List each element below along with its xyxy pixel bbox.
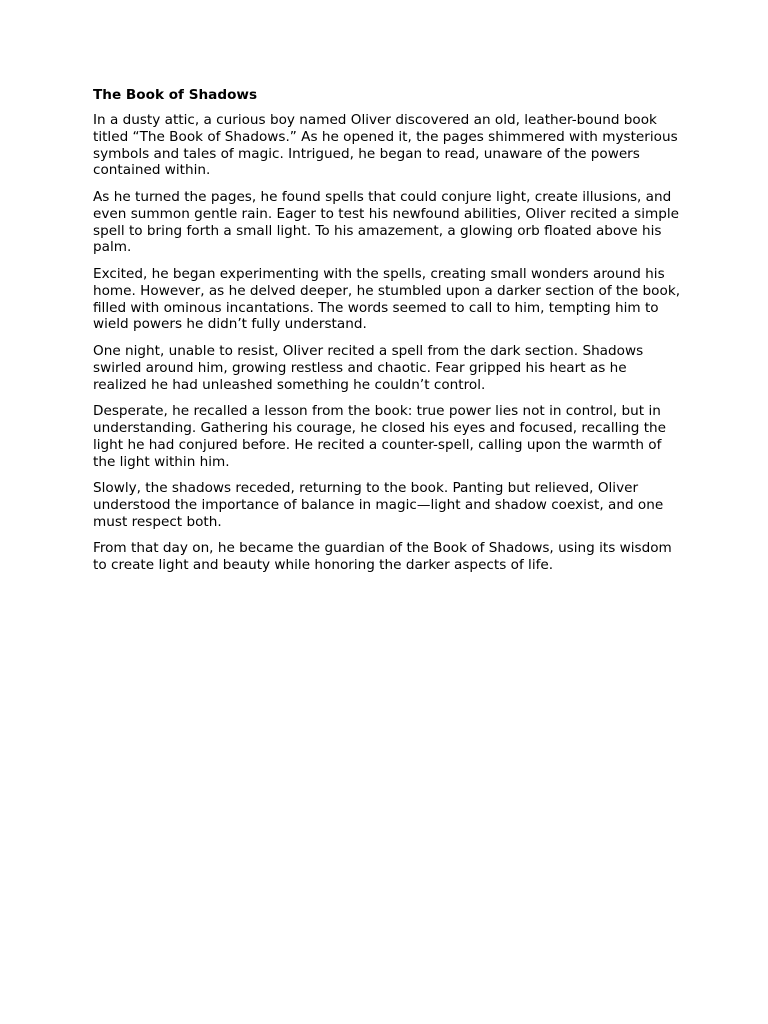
- paragraph-1: In a dusty attic, a curious boy named Oliver discovered an old, leather-bound book titled “The Book of Shadows.” As he opened it, the pages shimmered with mysterious symbols and tales of magic. Intrigued, he began to read, unaware of the powers contained within.: [93, 112, 678, 179]
- paragraph-5: Desperate, he recalled a lesson from the book: true power lies not in control, but in understanding. Gathering his courage, he closed his eyes and focused, recalling the light he had conjured before. He recited a counter-spell, calling upon the warmth of the light within him.: [93, 403, 667, 470]
- document-title: The Book of Shadows: [93, 87, 258, 103]
- paragraph-6: Slowly, the shadows receded, returning to the book. Panting but relieved, Oliver understood the importance of balance in magic—light and shadow coexist, and one must respect both.: [93, 480, 664, 530]
- paragraph-4: One night, unable to resist, Oliver recited a spell from the dark section. Shadows swirled around him, growing restless and chaotic. Fear gripped his heart as he realized he had unleashed something he couldn’t control.: [93, 342, 644, 393]
- paragraph-7: From that day on, he became the guardian of the Book of Shadows, using its wisdom to create light and beauty while honoring the darker aspects of life.: [93, 540, 672, 574]
- paragraph-2: As he turned the pages, he found spells that could conjure light, create illusions, and even summon gentle rain. Eager to test his newfound abilities, Oliver recited a simple spell to bring forth a small light. To his amazement, a glowing orb floated above his palm.: [93, 188, 680, 256]
- document-page: [93, 86, 683, 584]
- paragraph-3: Excited, he began experimenting with the spells, creating small wonders around his home. However, as he delved deeper, he stumbled upon a darker section of the book, filled with ominous incantations. The words seemed to call to him, tempting him to wield powers he didn’t fully understand.: [93, 265, 681, 333]
